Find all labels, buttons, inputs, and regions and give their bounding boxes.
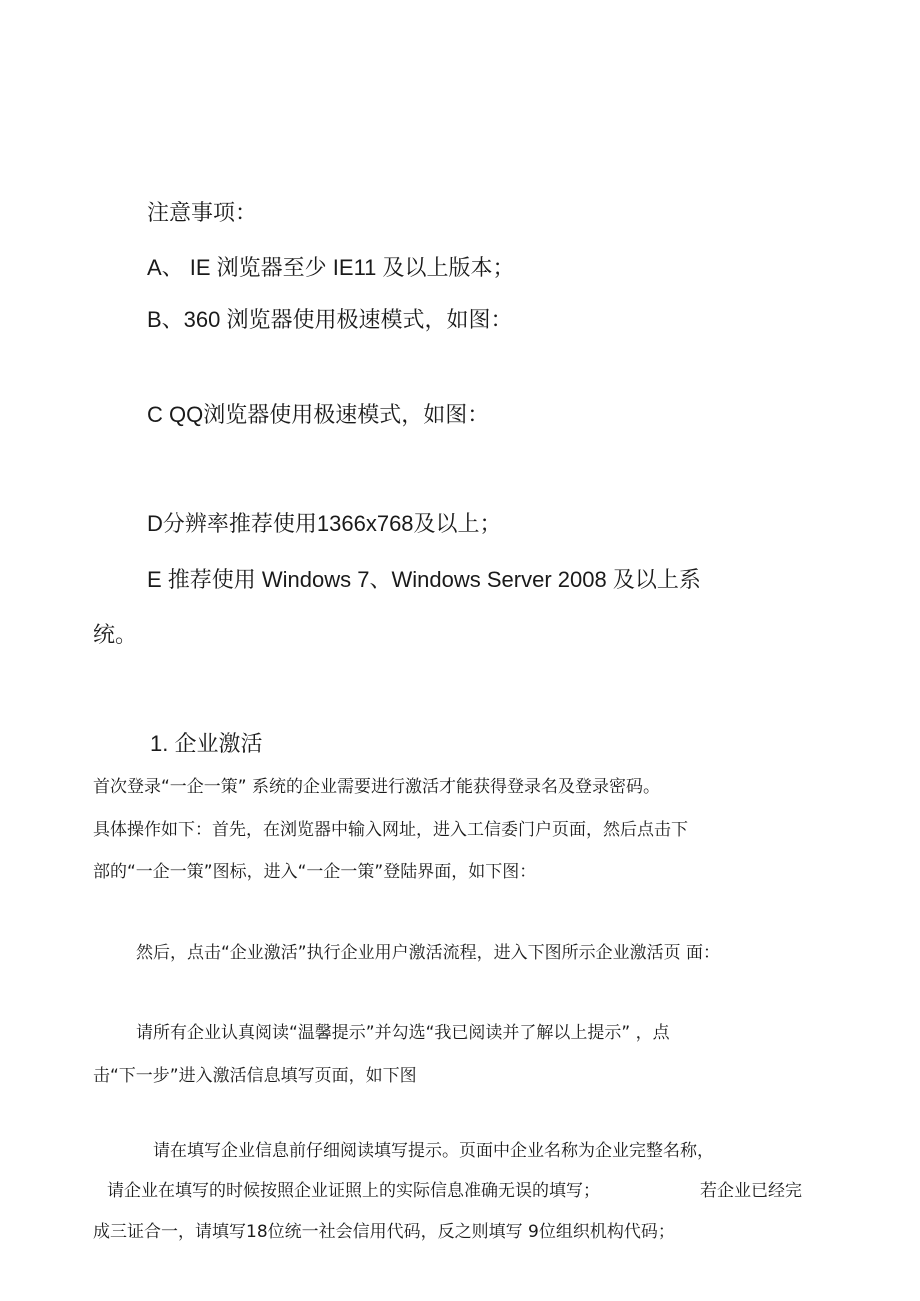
section1-paragraph-4-line1: 请所有企业认真阅读“温馨提示”并勾选“我已阅读并了解以上提示” ，点 — [136, 1023, 670, 1043]
section1-paragraph-5-line2a: 请企业在填写的时候按照企业证照上的实际信息准确无误的填写； — [107, 1181, 600, 1201]
note-e-line1: E 推荐使用 Windows 7、Windows Server 2008 及以上系 — [147, 567, 701, 592]
note-b: B、360 浏览器使用极速模式，如图： — [147, 307, 513, 332]
section1-paragraph-2-line1: 具体操作如下：首先，在浏览器中输入网址，进入工信委门户页面，然后点击下 — [93, 820, 688, 840]
section1-paragraph-4-line2: 击“下一步”进入激活信息填写页面，如下图 — [93, 1066, 417, 1086]
notes-heading: 注意事项： — [147, 201, 258, 226]
section1-paragraph-3: 然后，点击“企业激活”执行企业用户激活流程，进入下图所示企业激活页 面： — [136, 943, 721, 963]
section1-paragraph-1: 首次登录“一企一策” 系统的企业需要进行激活才能获得登录名及登录密码。 — [93, 777, 661, 797]
note-e-line2: 统。 — [93, 623, 138, 648]
note-c: C QQ浏览器使用极速模式，如图： — [147, 402, 490, 427]
note-d: D分辨率推荐使用1366x768及以上； — [147, 511, 502, 536]
note-a: A、 IE 浏览器至少 IE11 及以上版本； — [147, 255, 515, 280]
section1-heading: 1. 企业激活 — [150, 731, 263, 756]
section1-paragraph-5-line3: 成三证合一，请填写18位统一社会信用代码，反之则填写 9位组织机构代码； — [93, 1222, 675, 1242]
section1-paragraph-5-line2b: 若企业已经完 — [700, 1181, 802, 1201]
section1-paragraph-2-line2: 部的“一企一策”图标，进入“一企一策”登陆界面，如下图： — [93, 862, 537, 882]
section1-paragraph-5-line1: 请在填写企业信息前仔细阅读填写提示。页面中企业名称为企业完整名称， — [153, 1141, 714, 1161]
